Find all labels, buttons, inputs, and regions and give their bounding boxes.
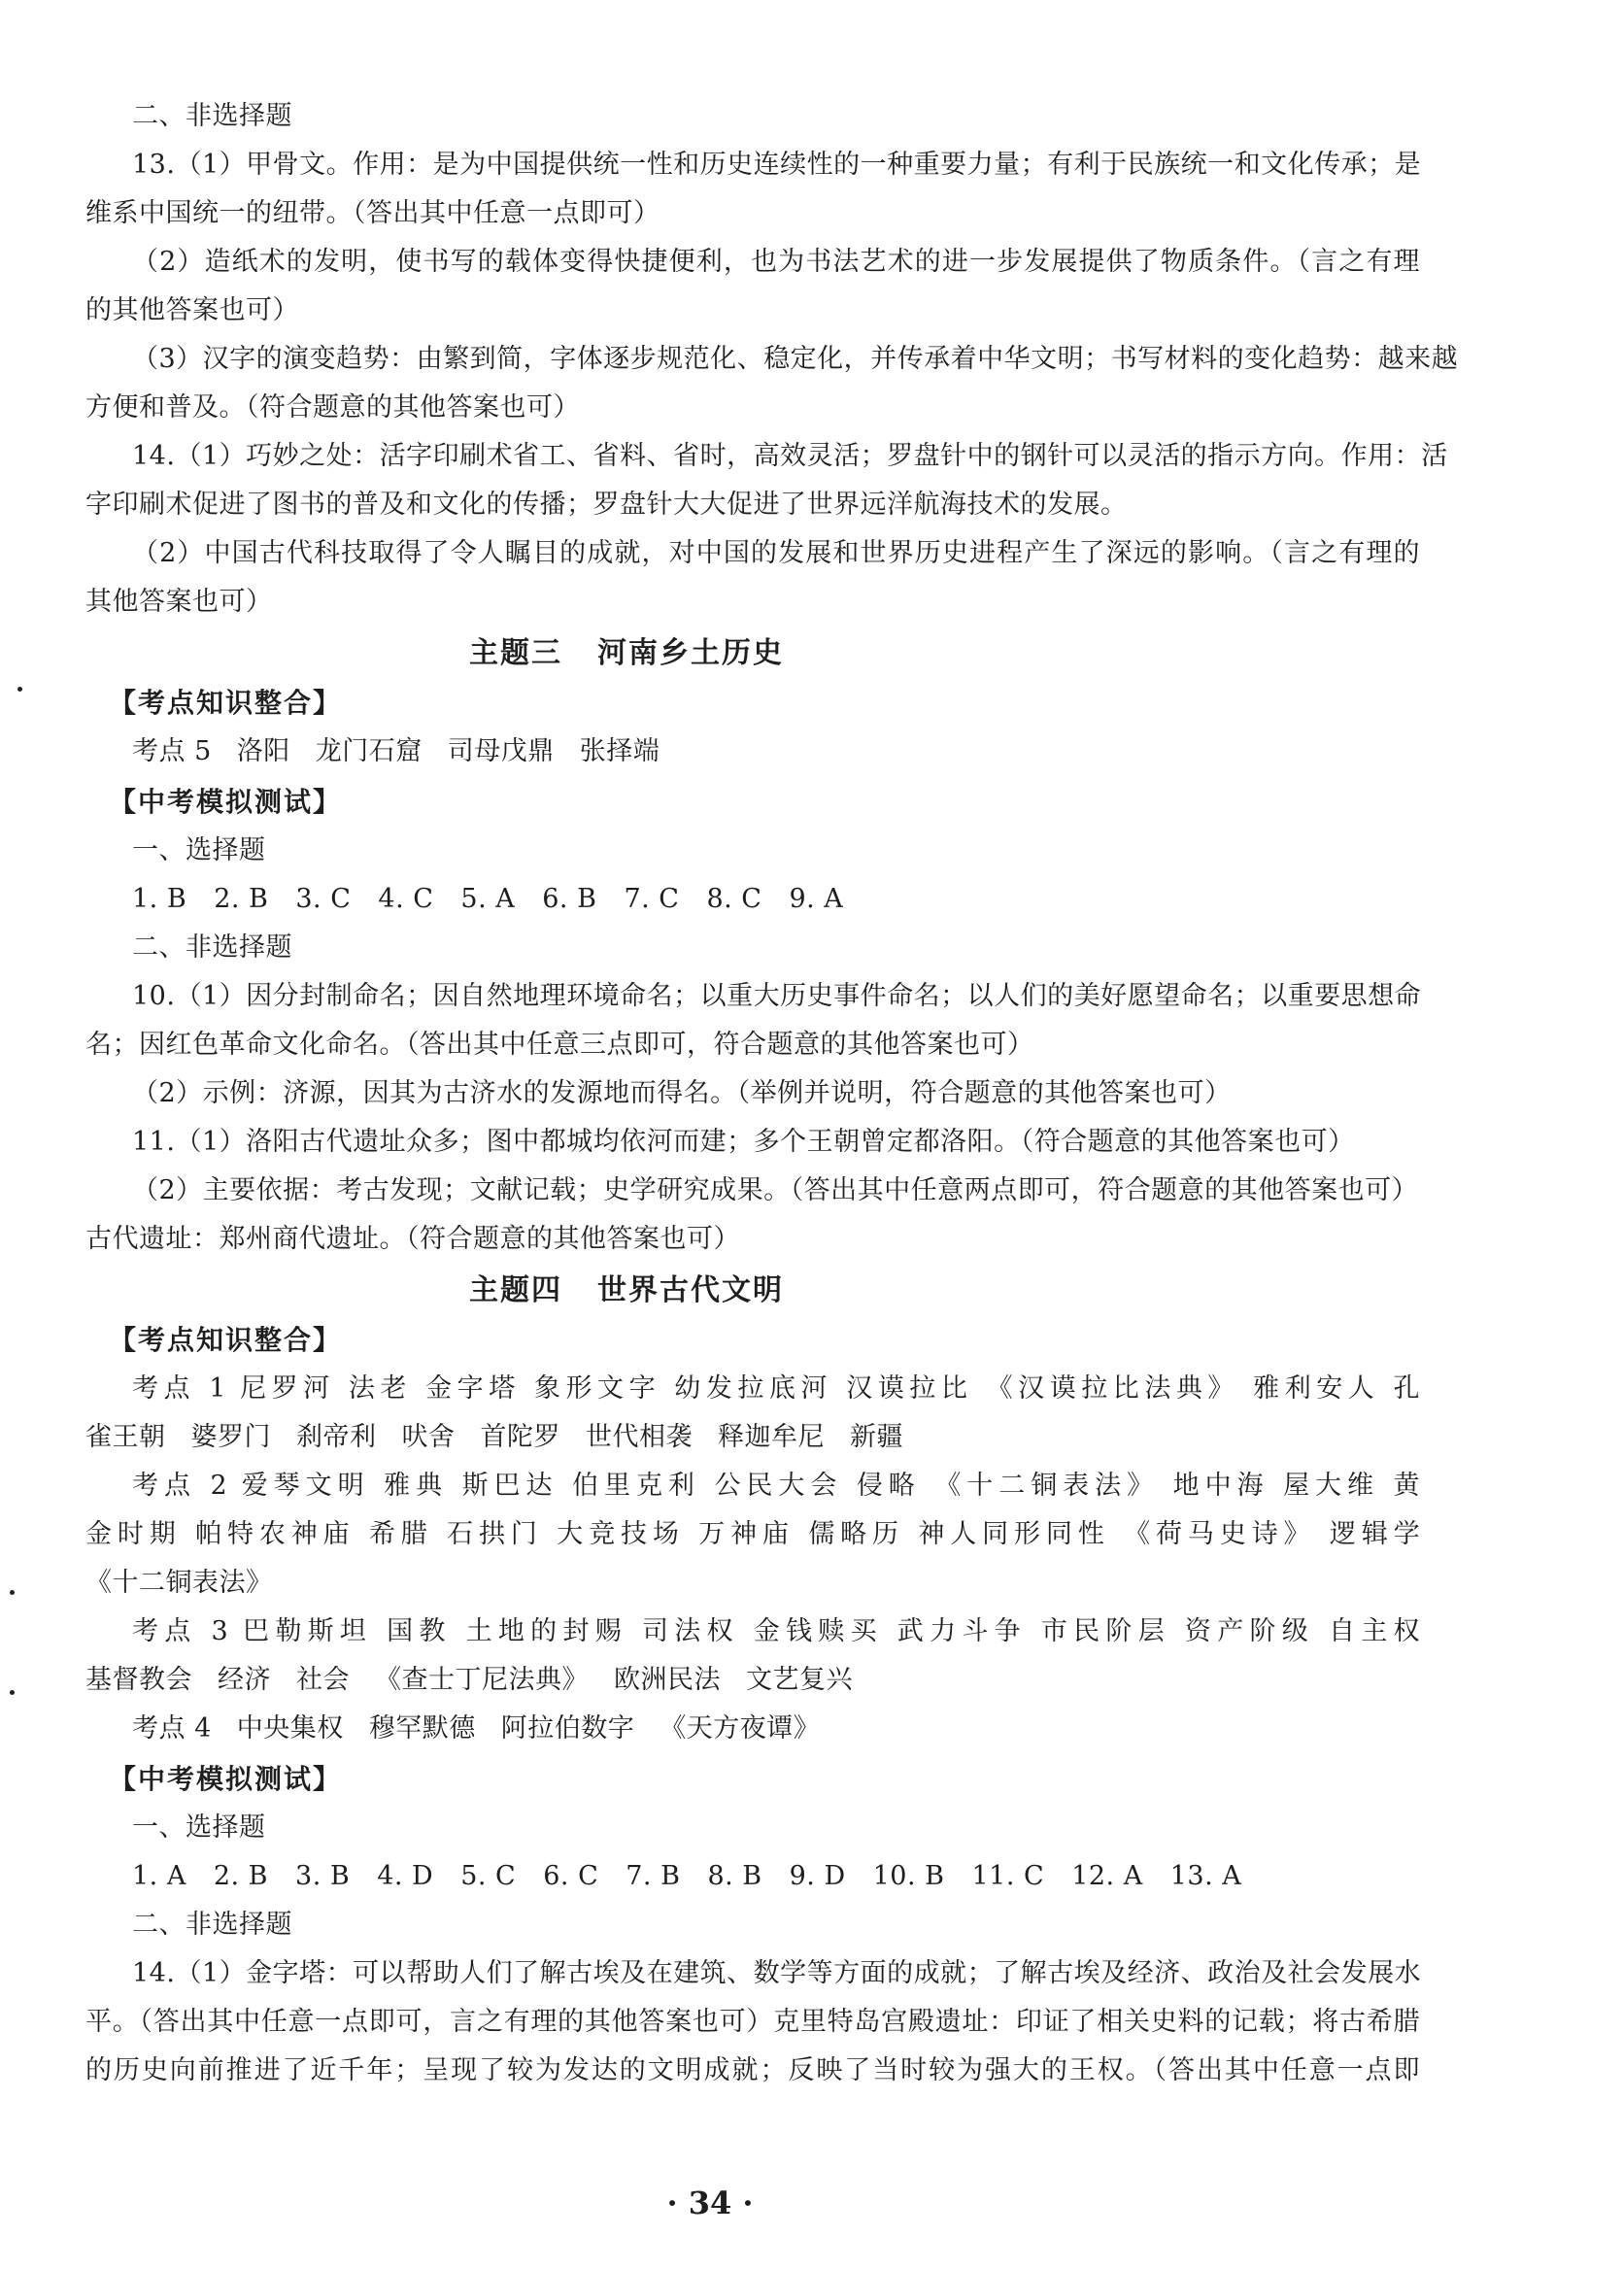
- q11-2-line2: 古代遗址：郑州商代遗址。（符合题意的其他答案也可）: [85, 1224, 740, 1254]
- q14-1-line2: 字印刷术促进了图书的普及和文化的传播；罗盘针大大促进了世界远洋航海技术的发展。: [85, 490, 1128, 520]
- choice-answer: 11. C: [971, 1861, 1045, 1891]
- kp2-label: 考点 2: [132, 1471, 228, 1501]
- kp2-item: 石拱门: [447, 1519, 543, 1549]
- choice-answer: 5. C: [460, 1861, 517, 1891]
- choice-answer: 9. D: [789, 1861, 846, 1891]
- kp1-item: 婆罗门: [190, 1422, 271, 1452]
- kp1-item: 孔: [1393, 1373, 1420, 1404]
- choice-answer: 10. B: [872, 1861, 945, 1891]
- kp3-item: 武力斗争: [897, 1616, 1027, 1646]
- choice-answer: 4. D: [377, 1861, 434, 1891]
- choice-answer: 7. B: [626, 1861, 681, 1891]
- theme3-knowledge-heading: 【考点知识整合】: [109, 687, 343, 719]
- kp1-item: 雅利安人: [1253, 1373, 1380, 1404]
- kp2-item: 伯里克利: [572, 1471, 700, 1501]
- kp2-item: 屋大维: [1283, 1471, 1379, 1501]
- choice-answer: 3. B: [295, 1861, 351, 1891]
- choice-answer: 6. B: [542, 884, 597, 914]
- theme4-kp2-line2: [85, 1518, 1420, 1551]
- kp5-item: 张择端: [579, 736, 660, 766]
- kp2-item: 地中海: [1172, 1471, 1269, 1501]
- q11-2-line1: （2）主要依据：考古发现；文献记载；史学研究成果。（答出其中任意两点即可，符合题意的其他答案也可）: [132, 1175, 1419, 1205]
- kp3-item: 巴勒斯坦: [243, 1616, 373, 1646]
- kp2-item: 帕特农神庙: [195, 1519, 355, 1549]
- kp1-item: 雀王朝: [85, 1422, 166, 1452]
- kp1-item: 新疆: [850, 1422, 903, 1452]
- kp2-item: 逻辑学: [1329, 1519, 1421, 1549]
- theme3-test-heading: 【中考模拟测试】: [109, 786, 343, 818]
- kp2-item: 黄: [1393, 1471, 1420, 1501]
- theme4-kp1-line1: [132, 1372, 1420, 1405]
- kp4-label: 考点 4: [132, 1713, 212, 1744]
- kp3-item: 欧洲民法: [614, 1665, 721, 1695]
- kp4-item: 阿拉伯数字: [500, 1713, 635, 1744]
- kp2-item: 《荷马史诗》: [1124, 1519, 1316, 1549]
- kp4-item: 穆罕默德: [368, 1713, 476, 1744]
- kp1-item: 尼罗河: [240, 1373, 335, 1404]
- kp5-item: 洛阳: [236, 736, 290, 766]
- q14-2-line1: （2）中国古代科技取得了令人瞩目的成就，对中国的发展和世界历史进程产生了深远的影响。（言之有理的: [132, 538, 1420, 568]
- kp1-label: 考点 1: [132, 1373, 226, 1404]
- q11-1: 11.（1）洛阳古代遗址众多；图中都城均依河而建；多个王朝曾定都洛阳。（符合题意的其他答案也可）: [132, 1127, 1355, 1157]
- t4-q14-1-line1: 14.（1）金字塔：可以帮助人们了解古埃及在建筑、数学等方面的成就；了解古埃及经济、政治及社会发展水: [132, 1958, 1422, 1988]
- theme4-title-text: 世界古代文明: [597, 1273, 784, 1307]
- choice-answer: 8. C: [706, 884, 762, 914]
- theme4-choice-answers: [132, 1860, 1420, 1893]
- kp1-item: 法老: [348, 1373, 412, 1404]
- kp3-item: 文艺复兴: [746, 1665, 853, 1695]
- kp2-item: 斯巴达: [461, 1471, 558, 1501]
- kp3-item: 自主权: [1328, 1616, 1421, 1646]
- kp3-item: 土地的封赐: [465, 1616, 628, 1646]
- kp3-item: 社会: [296, 1665, 350, 1695]
- theme3-kp5: [132, 735, 1420, 768]
- choice-answer: 4. C: [378, 884, 434, 914]
- part2-heading: 二、非选择题: [132, 101, 292, 131]
- theme3-part1-heading: 一、选择题: [132, 835, 266, 865]
- q10-1-line2: 名；因红色革命文化命名。（答出其中任意三点即可，符合题意的其他答案也可）: [85, 1030, 1034, 1060]
- choice-answer: 12. A: [1071, 1861, 1143, 1891]
- kp1-item: 释迦牟尼: [718, 1422, 825, 1452]
- q10-1-line1: 10.（1）因分封制命名；因自然地理环境命名；以重大历史事件命名；以人们的美好愿望命名；以重要思想命: [132, 981, 1422, 1011]
- choice-answer: 2. B: [213, 1861, 269, 1891]
- theme4-kp4: [132, 1712, 1420, 1745]
- kp1-item: 金字塔: [425, 1373, 521, 1404]
- kp2-item: 《十二铜表法》: [934, 1471, 1160, 1501]
- kp5-item: 龙门石窟: [315, 736, 423, 766]
- q10-2: （2）示例：济源，因其为古济水的发源地而得名。（举例并说明，符合题意的其他答案也可）: [132, 1078, 1232, 1108]
- choice-answer: 1. A: [132, 1861, 186, 1891]
- kp2-item: 神人同形同性: [918, 1519, 1110, 1549]
- kp3-item: 《查士丁尼法典》: [375, 1665, 589, 1695]
- t4-q14-1-line2: 平。（答出其中任意一点即可，言之有理的其他答案也可）克里特岛宫殿遗址：印证了相关史料的记载；将古希腊: [85, 2007, 1420, 2037]
- kp1-item: 首陀罗: [480, 1422, 560, 1452]
- choice-answer: 8. B: [707, 1861, 762, 1891]
- t4-q14-1-line3: 的历史向前推进了近千年；呈现了较为发达的文明成就；反映了当时较为强大的王权。（答出其中任意一点即: [85, 2055, 1420, 2085]
- kp2-item: 侵略: [856, 1471, 921, 1501]
- kp3-item: 金钱赎买: [753, 1616, 883, 1646]
- q14-1-line1: 14.（1）巧妙之处：活字印刷术省工、省料、省时，高效灵活；罗盘针中的钢针可以灵活的指示方向。作用：活: [132, 441, 1448, 471]
- kp5-item: 司母戊鼎: [447, 736, 555, 766]
- kp1-item: 象形文字: [533, 1373, 661, 1404]
- kp2-item: 希腊: [368, 1519, 433, 1549]
- kp3-label: 考点 3: [132, 1616, 229, 1646]
- q13-2-line1: （2）造纸术的发明，使书写的载体变得快捷便利，也为书法艺术的进一步发展提供了物质条件。（言之有理: [132, 247, 1420, 277]
- theme4-knowledge-heading: 【考点知识整合】: [109, 1324, 343, 1356]
- q13-1-line1: 13.（1）甲骨文。作用：是为中国提供统一性和历史连续性的一种重要力量；有利于民族统一和文化传承；是: [132, 150, 1422, 180]
- kp3-item: 经济: [218, 1665, 271, 1695]
- q13-1-line2: 维系中国统一的纽带。（答出其中任意一点即可）: [85, 198, 660, 228]
- choice-answer: 6. C: [543, 1861, 599, 1891]
- choice-answer: 2. B: [214, 884, 269, 914]
- theme3-choice-answers: [132, 883, 1420, 916]
- theme4-title-number: 主题四: [469, 1273, 562, 1307]
- theme4-kp1-line2: [85, 1421, 1420, 1454]
- kp4-item: 中央集权: [236, 1713, 344, 1744]
- choice-answer: 7. C: [624, 884, 680, 914]
- kp1-item: 吠舍: [401, 1422, 456, 1452]
- kp2-item: 大竞技场: [557, 1519, 685, 1549]
- kp2-item: 儒略历: [808, 1519, 904, 1549]
- q13-2-line2: 的其他答案也可）: [85, 295, 299, 325]
- kp2-item: 公民大会: [714, 1471, 843, 1501]
- choice-answer: 13. A: [1169, 1861, 1242, 1891]
- theme3-part2-heading: 二、非选择题: [132, 932, 292, 963]
- scan-speck: [10, 1590, 15, 1595]
- theme3-title-text: 河南乡土历史: [597, 636, 784, 670]
- kp3-item: 国教: [387, 1616, 452, 1646]
- choice-answer: 3. C: [295, 884, 352, 914]
- kp2-item: 雅典: [384, 1471, 449, 1501]
- kp2-item: 万神庙: [698, 1519, 795, 1549]
- scan-speck: [10, 1690, 15, 1695]
- theme4-part2-heading: 二、非选择题: [132, 1910, 292, 1940]
- kp3-item: 基督教会: [85, 1665, 192, 1695]
- choice-answer: 5. A: [460, 884, 516, 914]
- kp1-item: 刹帝利: [296, 1422, 377, 1452]
- theme4-test-heading: 【中考模拟测试】: [109, 1763, 343, 1795]
- kp2-item: 金时期: [85, 1519, 182, 1549]
- kp1-item: 幼发拉底河: [674, 1373, 833, 1404]
- choice-answer: 9. A: [789, 884, 844, 914]
- theme4-kp3-line1: [132, 1615, 1420, 1648]
- kp2-item: 爱琴文明: [241, 1471, 370, 1501]
- q14-2-line2: 其他答案也可）: [85, 587, 273, 617]
- scan-speck: [17, 687, 22, 692]
- kp3-item: 司法权: [641, 1616, 739, 1646]
- choice-answer: 1. B: [132, 884, 187, 914]
- kp4-item: 《天方夜谭》: [660, 1713, 821, 1744]
- theme4-part1-heading: 一、选择题: [132, 1812, 266, 1843]
- kp1-item: 汉谟拉比: [846, 1373, 973, 1404]
- kp5-label: 考点 5: [132, 736, 212, 766]
- theme4-kp2-line3: [85, 1567, 1420, 1600]
- theme4-kp2-line1: [132, 1470, 1420, 1503]
- kp3-item: 资产阶级: [1184, 1616, 1315, 1646]
- q13-3-line1: （3）汉字的演变趋势：由繁到简，字体逐步规范化、稳定化，并传承着中华文明；书写材料的变化趋势：越来越: [132, 344, 1459, 374]
- q13-3-line2: 方便和普及。（符合题意的其他答案也可）: [85, 392, 580, 423]
- page-number: · 34 ·: [666, 2184, 754, 2221]
- theme3-title: [0, 634, 1253, 673]
- theme4-kp3-line2: [85, 1664, 1420, 1697]
- theme3-title-number: 主题三: [469, 636, 562, 670]
- kp1-item: 《汉谟拉比法典》: [986, 1373, 1239, 1404]
- theme4-title: [0, 1271, 1253, 1310]
- kp1-item: 世代相袭: [586, 1422, 693, 1452]
- kp2-item: 《十二铜表法》: [85, 1568, 273, 1598]
- kp3-item: 市民阶层: [1040, 1616, 1171, 1646]
